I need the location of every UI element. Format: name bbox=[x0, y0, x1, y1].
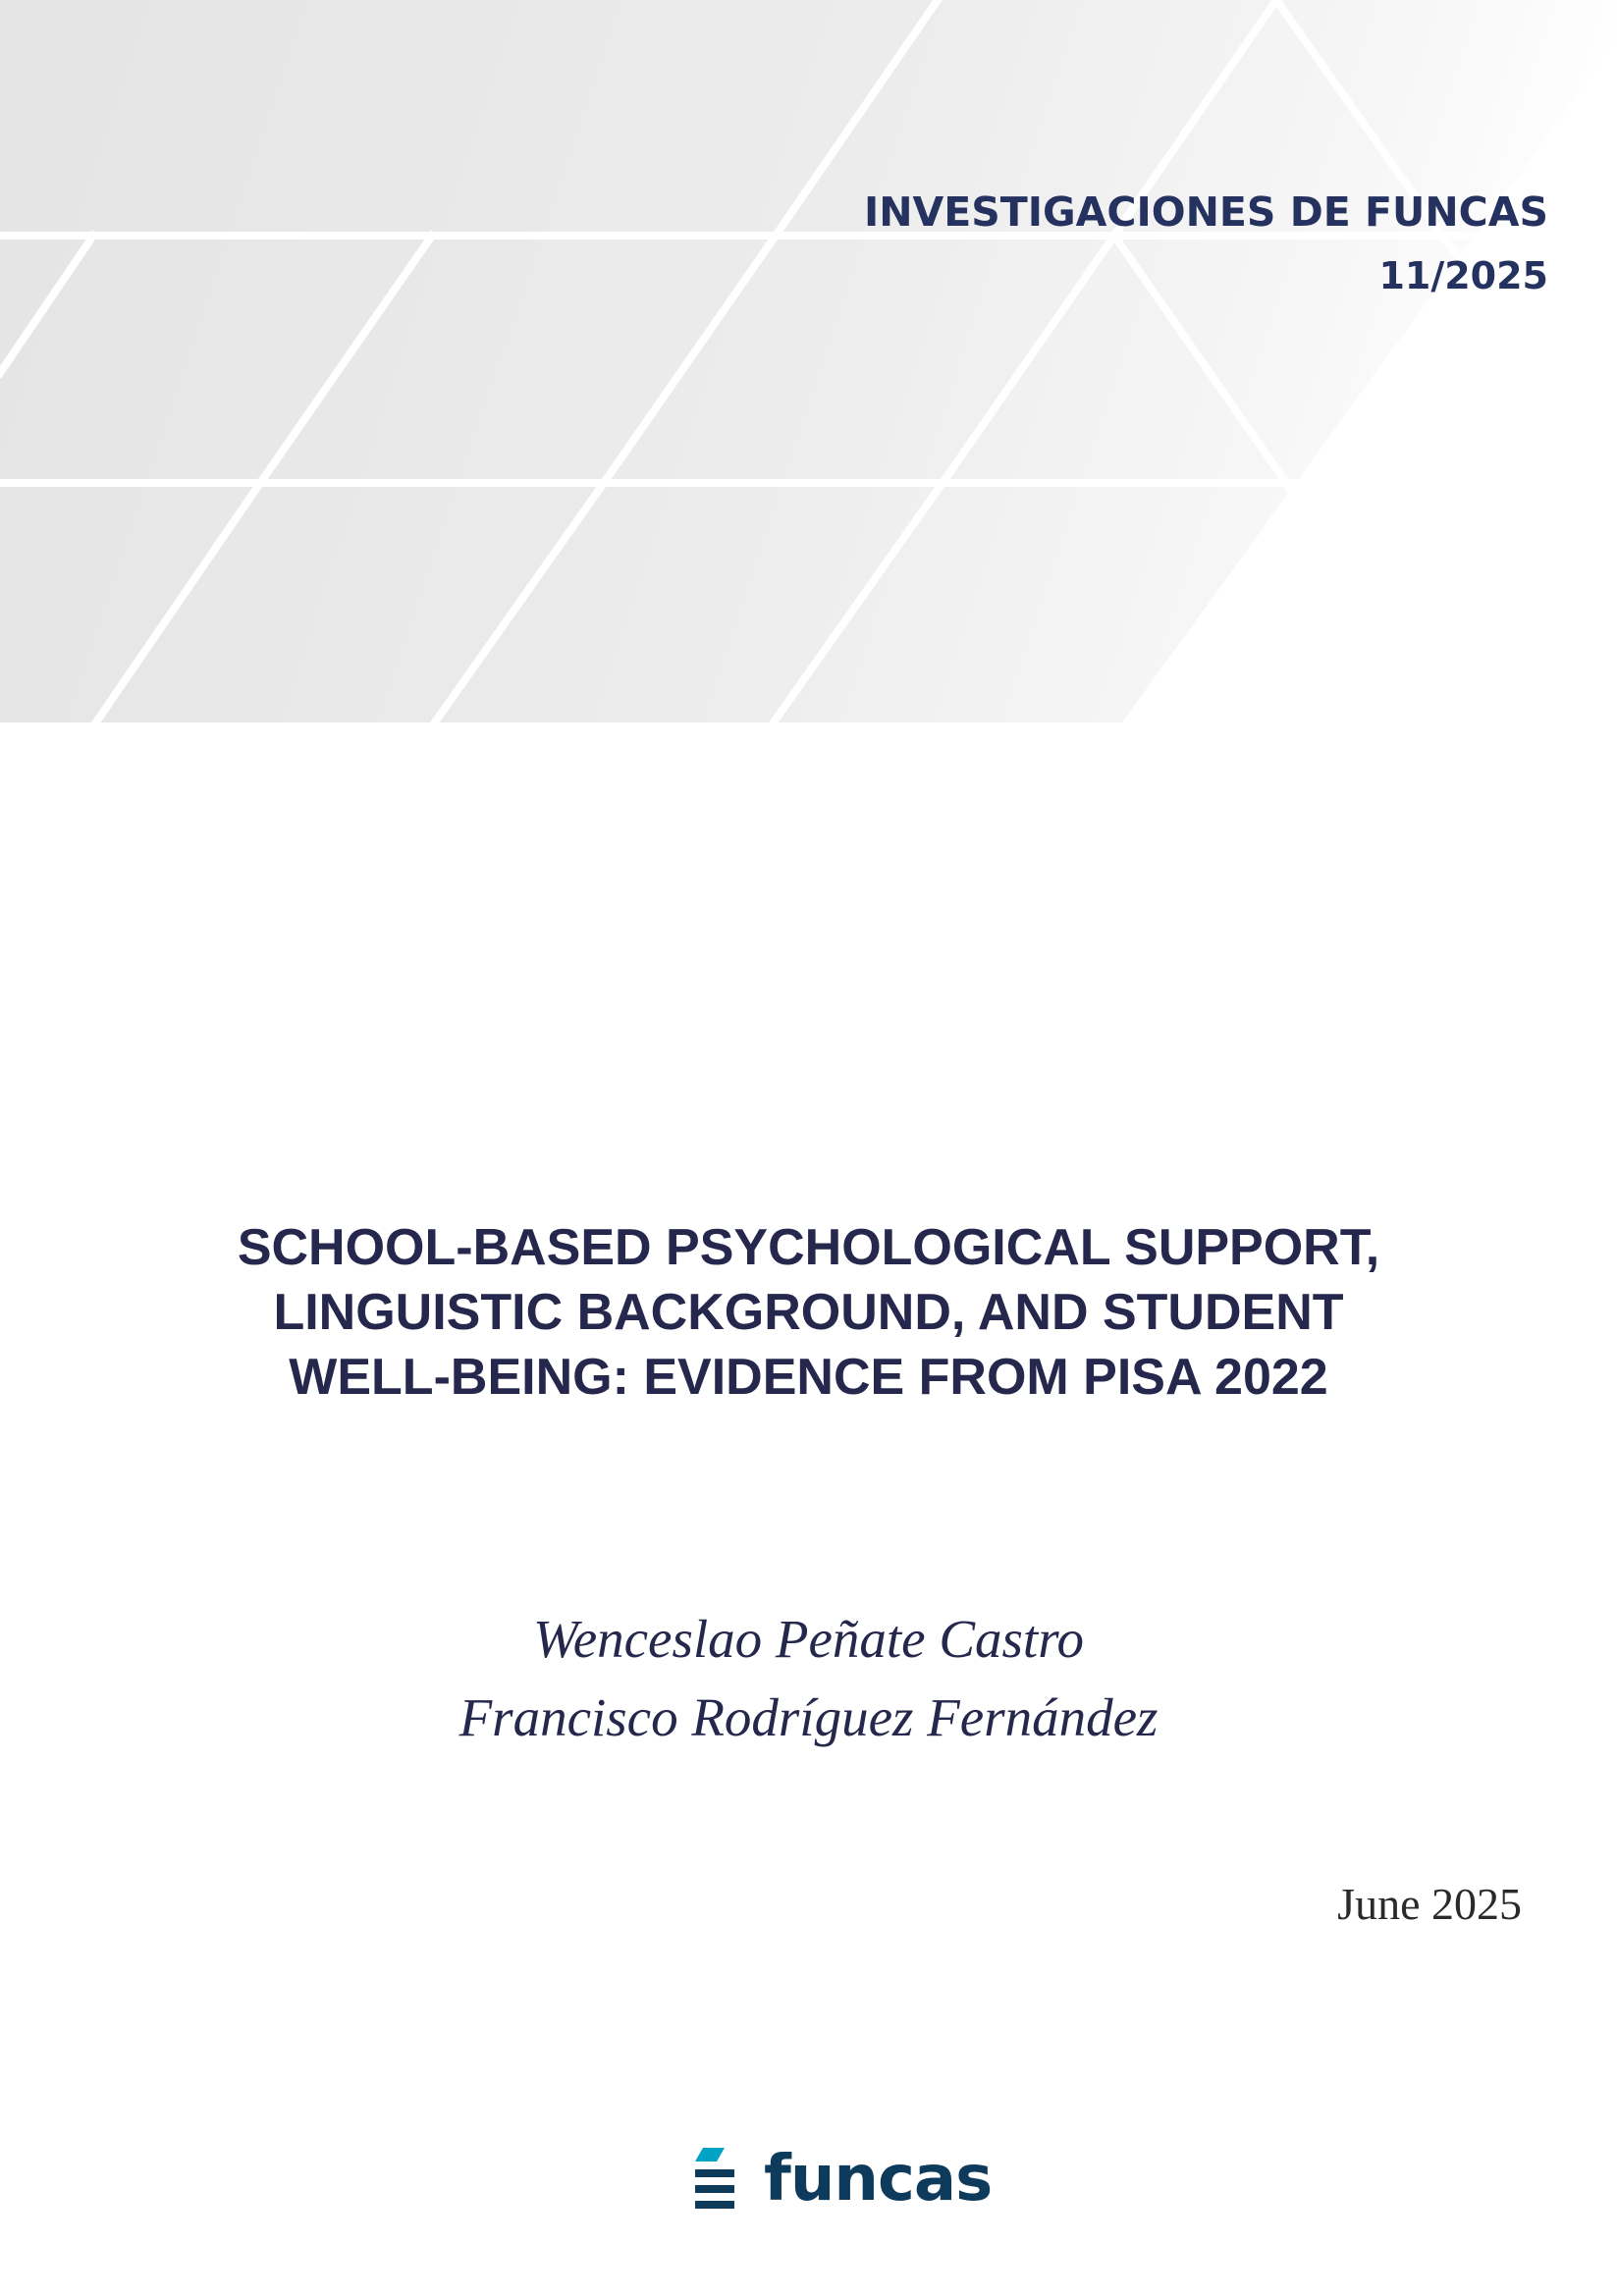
paper-title bbox=[0, 1215, 1617, 1410]
author-list bbox=[0, 1600, 1617, 1757]
title-line: SCHOOL-BASED PSYCHOLOGICAL SUPPORT, bbox=[237, 1219, 1380, 1276]
logo-wordmark: funcas bbox=[764, 2143, 993, 2216]
title-line: LINGUISTIC BACKGROUND, AND STUDENT bbox=[273, 1284, 1344, 1341]
funcas-stacked-bars-icon bbox=[695, 2148, 734, 2211]
author-name: Francisco Rodríguez Fernández bbox=[458, 1687, 1159, 1747]
geometric-banner bbox=[0, 0, 1617, 726]
series-number: 11/2025 bbox=[1378, 254, 1548, 297]
author-name: Wenceslao Peñate Castro bbox=[532, 1609, 1085, 1669]
title-line: WELL-BEING: EVIDENCE FROM PISA 2022 bbox=[289, 1349, 1328, 1406]
series-name: INVESTIGACIONES DE FUNCAS bbox=[863, 188, 1548, 236]
funcas-logo bbox=[695, 2140, 1009, 2218]
publication-date: June 2025 bbox=[1337, 1879, 1522, 1929]
